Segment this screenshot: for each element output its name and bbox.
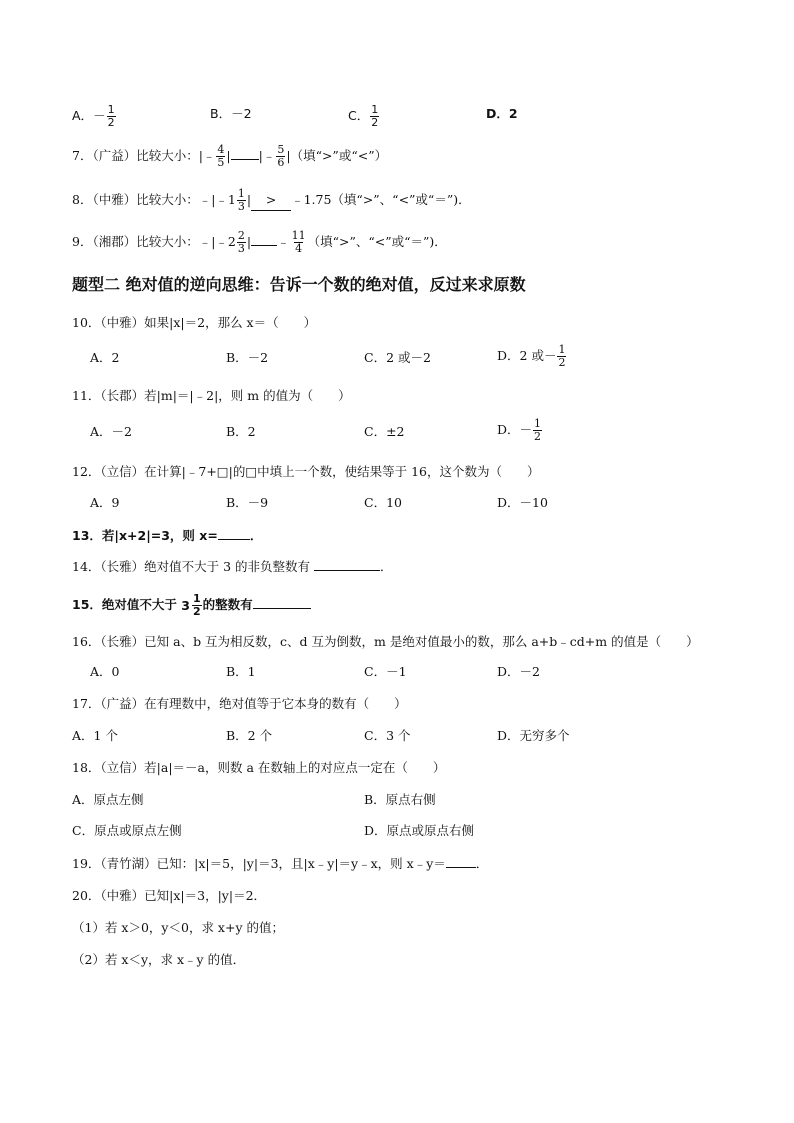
q18-option-d: D．原点或原点右侧 <box>364 823 475 838</box>
q7-mid2: |﹣ <box>258 148 276 163</box>
section-heading: 题型二 绝对值的逆向思维：告诉一个数的绝对值，反过来求原数 <box>72 275 526 294</box>
q11-option-c: C．±2 <box>364 424 405 439</box>
q7-fraction-2 <box>276 144 285 169</box>
q9-f2-den: 4 <box>295 242 303 255</box>
q7-f1-num: 4 <box>217 143 225 156</box>
q13-answer-blank <box>218 539 250 540</box>
q13-suffix: ． <box>249 528 263 543</box>
q7-f2-num: 5 <box>277 143 285 156</box>
q17-option-b: B．2 个 <box>226 728 273 743</box>
q8-mid: | <box>246 192 252 207</box>
q8-den: 3 <box>237 200 245 213</box>
q15-suffix: 的整数有 <box>202 597 253 612</box>
q14-stem: 14．（长雅）绝对值不大于 3 的非负整数有 <box>72 559 311 574</box>
question-8 <box>72 188 471 213</box>
q6-option-b-text: －2 <box>231 106 252 121</box>
q7-f2-den: 6 <box>277 156 285 169</box>
q6-option-a-fraction <box>107 104 116 129</box>
question-19 <box>72 854 488 874</box>
q8-answer: > <box>265 192 277 207</box>
q6-option-a-sign: － <box>93 108 106 123</box>
q15-den: 2 <box>192 605 201 618</box>
q12-option-d: D．－10 <box>497 495 548 510</box>
q16-option-a: A．0 <box>90 664 120 679</box>
question-9 <box>72 230 447 255</box>
q9-prefix: 9．（湘郡）比较大小：﹣|﹣2 <box>72 234 236 249</box>
q6-option-b-label: B． <box>210 106 232 121</box>
question-12-stem: 12．（立信）在计算|﹣7+□|的□中填上一个数，使结果等于 16，这个数为（ ） <box>72 464 540 479</box>
q18-option-a: A．原点左侧 <box>72 792 144 807</box>
q16-option-b: B．1 <box>226 664 256 679</box>
q10-option-b: B．－2 <box>226 350 269 365</box>
q10-d-den: 2 <box>558 356 566 369</box>
q6-option-b <box>210 104 252 124</box>
q11-d-den: 2 <box>534 430 542 443</box>
q10-d-num: 1 <box>558 343 566 356</box>
q10-option-d-fraction <box>557 344 566 369</box>
q6-option-a-label: A． <box>72 108 94 123</box>
question-18-stem: 18．（立信）若|a|＝－a，则数 a 在数轴上的对应点一定在（ ） <box>72 760 446 775</box>
q9-mid: | <box>246 234 252 249</box>
question-17-stem: 17．（广益）在有理数中，绝对值等于它本身的数有（ ） <box>72 696 407 711</box>
q11-option-d <box>497 418 543 443</box>
question-10-stem: 10．（中雅）如果|x|＝2，那么 x＝（ ） <box>72 315 317 330</box>
q8-prefix: 8．（中雅）比较大小：﹣|﹣1 <box>72 192 236 207</box>
q8-num: 1 <box>237 187 245 200</box>
q6-option-d <box>486 104 518 124</box>
q15-stem: 15．绝对值不大于 <box>72 597 177 612</box>
q9-answer-blank <box>251 245 277 246</box>
question-20-part-2: （2）若 x＜y，求 x﹣y 的值． <box>72 952 246 967</box>
q15-answer-blank <box>253 608 311 609</box>
q18-option-b: B．原点右侧 <box>364 792 436 807</box>
q6-option-a <box>72 104 117 129</box>
q6-option-c-label: C． <box>348 108 370 123</box>
question-7 <box>72 144 387 169</box>
q14-suffix: ． <box>380 559 393 574</box>
q7-fraction-1 <box>216 144 225 169</box>
question-20-part-1: （1）若 x＞0，y＜0，求 x+y 的值； <box>72 920 284 935</box>
q6-option-c-fraction <box>370 104 379 129</box>
q15-mixed-number <box>181 593 202 618</box>
q11-option-a: A．－2 <box>90 424 132 439</box>
q7-f1-den: 5 <box>217 156 225 169</box>
q17-option-c: C．3 个 <box>364 728 411 743</box>
q18-option-c: C．原点或原点左侧 <box>72 823 182 838</box>
q9-fraction-1 <box>237 230 246 255</box>
q6-option-a-den: 2 <box>107 116 115 129</box>
q16-option-d: D．－2 <box>497 664 540 679</box>
q6-option-c <box>348 104 380 129</box>
q7-suffix: |（填“>”或“<”） <box>286 148 388 163</box>
q13-stem: 13．若|x+2|=3，则 x= <box>72 528 218 543</box>
q19-answer-blank <box>446 867 476 868</box>
q10-option-d-prefix: D．2 或－ <box>497 348 557 363</box>
q14-answer-blank <box>314 570 380 571</box>
q11-option-b: B．2 <box>226 424 256 439</box>
q6-option-c-num: 1 <box>371 103 379 116</box>
q15-num: 1 <box>192 592 201 605</box>
q9-fraction-2 <box>291 230 307 255</box>
q10-option-d <box>497 344 567 369</box>
q15-fraction <box>192 593 202 618</box>
question-11-stem: 11．（长郡）若|m|＝|﹣2|，则 m 的值为（ ） <box>72 388 351 403</box>
q6-option-d-label: D． <box>486 106 509 121</box>
q11-d-num: 1 <box>534 417 542 430</box>
q6-option-a-num: 1 <box>107 103 115 116</box>
q9-sep: ﹣ <box>277 234 290 249</box>
q9-f1-den: 3 <box>237 242 245 255</box>
q19-suffix: ． <box>475 856 489 871</box>
q16-option-c: C．－1 <box>364 664 407 679</box>
q9-f1-num: 2 <box>237 229 245 242</box>
question-15 <box>72 593 311 618</box>
question-13 <box>72 526 262 546</box>
q8-answer-blank <box>251 190 291 211</box>
question-14 <box>72 557 393 577</box>
q10-option-a: A．2 <box>90 350 120 365</box>
q6-option-d-text: 2 <box>508 106 518 121</box>
q7-answer-blank <box>231 159 259 160</box>
q9-f2-num: 11 <box>291 229 306 242</box>
q12-option-a: A．9 <box>90 495 120 510</box>
q8-fraction <box>237 188 246 213</box>
question-16-stem: 16．（长雅）已知 a、b 互为相反数，c、d 互为倒数，m 是绝对值最小的数，那么 a+b﹣cd+m 的值是（ ） <box>72 634 699 649</box>
q12-option-c: C．10 <box>364 495 402 510</box>
q8-suffix: ﹣1.75（填“>”、“<”或“＝”)． <box>291 192 471 207</box>
q19-stem: 19．（青竹湖）已知：|x|＝5，|y|＝3，且|x﹣y|＝y﹣x，则 x﹣y＝ <box>72 856 446 871</box>
question-20-stem: 20．（中雅）已知|x|＝3，|y|＝2． <box>72 888 267 903</box>
q12-option-b: B．－9 <box>226 495 269 510</box>
q17-option-a: A．1 个 <box>72 728 118 743</box>
q15-whole: 3 <box>181 597 190 613</box>
q6-option-c-den: 2 <box>371 116 379 129</box>
q11-option-d-fraction <box>533 418 542 443</box>
q11-option-d-prefix: D．－ <box>497 422 533 437</box>
q7-prefix: 7．（广益）比较大小：|﹣ <box>72 148 216 163</box>
q17-option-d: D．无穷多个 <box>497 728 570 743</box>
q10-option-c: C．2 或－2 <box>364 350 431 365</box>
q9-suffix: （填“>”、“<”或“＝”)． <box>307 234 447 249</box>
q7-mid1: | <box>226 148 231 163</box>
